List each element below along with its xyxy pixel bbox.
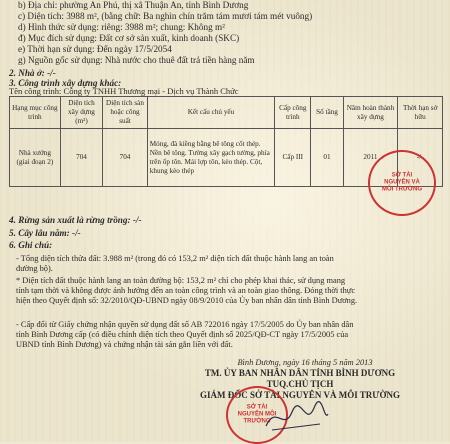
row-year: 2011 [343, 129, 398, 187]
address-line: b) Địa chỉ: phường An Phú, thị xã Thuận An, tỉnh Bình Dương [18, 0, 249, 10]
usage-origin-line: g) Nguồn gốc sử dụng: Nhà nước cho thuê đất trả tiền hàng năm [18, 55, 255, 65]
signing-org: TM. ỦY BAN NHÂN DÂN TỈNH BÌNH DƯƠNG [204, 368, 396, 378]
row-structure: Móng, đà kiềng bằng bê tông cốt thép. Nền bê tông. Tường xây gạch tường, phía trên ốp tôn. Mái lợp tôn, kèo thép. Cột, khung kèo thép [147, 129, 274, 187]
row-floor-area: 704 [103, 129, 148, 187]
signing-title: GIÁM ĐỐC SỞ TÀI NGUYÊN VÀ MÔI TRƯỜNG [200, 390, 400, 400]
row-name: Nhà xưởng (giai đoạn 2) [10, 129, 61, 187]
usage-form-line: d) Hình thức sử dụng: riêng: 3988 m²; chung: Không m² [18, 22, 225, 32]
table-header-row [10, 97, 443, 129]
row-area: 704 [60, 129, 102, 187]
signing-date: Bình Dương, ngày 16 tháng 5 năm 2013 [237, 358, 373, 367]
header-year: Năm hoàn thành xây dựng [343, 97, 398, 129]
signing-role: TUQ.CHỦ TỊCH [266, 379, 334, 389]
note-total-area: - Tổng diện tích thửa đất: 3.988 m² (trong đó có 153,2 m² diện tích đất thuộc hành lang an toàn đường bộ). [16, 254, 334, 273]
header-structure: Kết cấu chủ yếu [147, 97, 274, 129]
stamp-top [368, 150, 436, 216]
section-forest: 4. Rừng sản xuất là rừng trồng: -/- [9, 215, 142, 225]
header-area: Diện tích xây dựng (m²) [60, 97, 102, 129]
header-floors: Số tầng [311, 97, 343, 129]
note-road-corridor: * Diện tích đất thuộc hành lang an toàn đường bộ: 153,2 m² chỉ cho phép khai thác, sử dụng mang tính tạm thời và không được ảnh hưởng đến an toàn công trình và an toàn giao thông. Đóng thời thực hiện theo Quyết định số: 32/2010/QĐ-UBND ngày 08/9/2010 của Ủy ban nhân dân tỉnh Bình Dương. [16, 276, 358, 305]
stamp-bottom-text: SỞ TÀI NGUYÊN MÔI TRƯỜNG [237, 404, 277, 425]
section-notes-title: 6. Ghi chú: [9, 240, 53, 250]
header-floor-area: Diện tích sàn hoặc công suất [103, 97, 148, 129]
row-grade: Cấp III [275, 129, 311, 187]
row-floors: 01 [311, 129, 343, 187]
section-perennial: 5. Cây lâu năm: -/- [9, 228, 81, 238]
signature-scribble [262, 398, 332, 436]
stamp-top-text: SỞ TÀI NGUYÊN VÀ MÔI TRƯỜNG [381, 172, 423, 193]
header-term: Thời hạn sở hữu [398, 97, 443, 129]
usage-term-line: e) Thời hạn sử dụng: Đến ngày 17/5/2054 [18, 44, 172, 54]
header-grade: Cấp công trình [275, 97, 311, 129]
header-item: Hạng mục công trình [10, 97, 61, 129]
works-owner-line: Tên công trình: Công ty TNHH Thương mại - Dịch vụ Thành Chức [9, 86, 239, 96]
area-line: c) Diện tích: 3988 m², (bằng chữ: Ba nghìn chín trăm tám mươi tám mét vuông) [18, 11, 313, 21]
usage-purpose-line: đ) Mục đích sử dụng: Đất cơ sở sản xuất, kinh doanh (SKC) [18, 33, 240, 43]
note-reissue: - Cấp đổi từ Giấy chứng nhận quyền sử dụng đất số AB 722016 ngày 17/5/2005 do Ủy ban nhân dân tỉnh Bình Dương cấp (có điều chỉnh diện tích theo Quyết định số 2025/QĐ-CT ngày 17/5/2005 của UBND tỉnh Bình Dương) và chứng nhận tài sản gắn liền với đất. [16, 320, 354, 349]
row-term: -/- [398, 129, 443, 187]
section-other-works-title: 3. Công trình xây dựng khác: [9, 78, 122, 88]
section-house: 2. Nhà ở: -/- [9, 68, 56, 78]
